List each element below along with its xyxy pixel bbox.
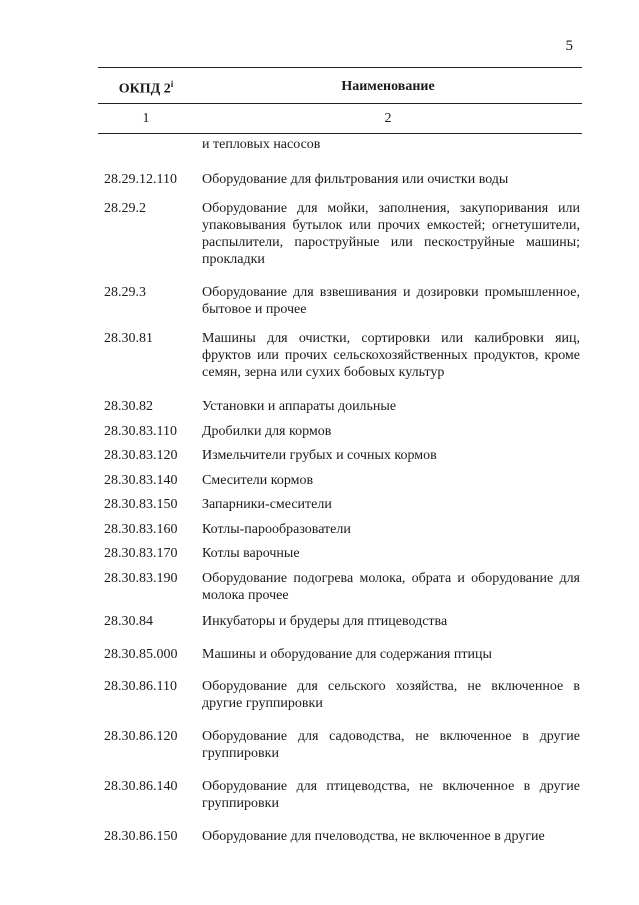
okpd-code: 28.29.12.110 [104, 172, 177, 187]
header-code-title [98, 79, 194, 98]
okpd-code: 28.30.83.110 [104, 424, 177, 439]
item-name: Дробилки для кормов [202, 424, 332, 439]
item-name: Оборудование для мойки, заполнения, закупоривания или упаковывания бутылок или прочих емкостей; огнетушители, распылители, пароструйные или пескоструйные машины; прокладки [202, 201, 580, 267]
table-header [98, 67, 582, 134]
item-name: Котлы-парообразователи [202, 522, 351, 537]
okpd-code: 28.30.83.140 [104, 473, 178, 488]
item-name: Машины для очистки, сортировки или калибровки яиц, фруктов или прочих сельскохозяйственных продуктов, кроме семян, зерна или сухих бобовых культур [202, 331, 580, 380]
okpd-code: 28.30.86.150 [104, 829, 178, 844]
okpd-code: 28.30.83.160 [104, 522, 178, 537]
header-name-title: Наименование [341, 79, 435, 94]
item-name: Оборудование для садоводства, не включенное в другие группировки [202, 729, 580, 761]
okpd-code: 28.30.81 [104, 331, 153, 346]
item-name: Оборудование для птицеводства, не включенное в другие группировки [202, 779, 580, 811]
page-number: 5 [565, 38, 573, 54]
item-name: Оборудование для фильтрования или очистки воды [202, 172, 509, 187]
okpd-code: 28.30.85.000 [104, 647, 178, 662]
item-name: Измельчители грубых и сочных кормов [202, 448, 437, 463]
okpd-code: 28.29.2 [104, 201, 146, 216]
item-name: Котлы варочные [202, 546, 300, 561]
okpd-code: 28.30.83.190 [104, 571, 178, 586]
item-name: Инкубаторы и брудеры для птицеводства [202, 614, 448, 629]
item-name: Оборудование для сельского хозяйства, не включенное в другие группировки [202, 679, 580, 711]
header-code-number: 1 [142, 111, 150, 126]
header-middle-rule [98, 103, 582, 104]
okpd-code: 28.30.82 [104, 399, 153, 414]
okpd-code: 28.30.83.150 [104, 497, 178, 512]
item-name: Машины и оборудование для содержания птицы [202, 647, 492, 662]
header-code-footnote: i [170, 79, 174, 89]
item-name: Оборудование для взвешивания и дозировки промышленное, бытовое и прочее [202, 285, 580, 317]
header-name-number: 2 [384, 111, 392, 126]
okpd-code: 28.30.83.170 [104, 546, 178, 561]
header-top-rule [98, 67, 582, 68]
header-code-label: ОКПД 2 [118, 81, 171, 97]
item-name: Оборудование подогрева молока, обрата и оборудование для молока прочее [202, 571, 580, 603]
continuation-text: и тепловых насосов [202, 137, 321, 152]
okpd-code: 28.30.86.110 [104, 679, 177, 694]
item-name: Смесители кормов [202, 473, 314, 488]
item-name: Оборудование для пчеловодства, не включенное в другие [202, 829, 545, 844]
okpd-code: 28.30.83.120 [104, 448, 178, 463]
okpd-code: 28.30.86.120 [104, 729, 178, 744]
item-name: Установки и аппараты доильные [202, 399, 397, 414]
item-name: Запарники-смесители [202, 497, 332, 512]
okpd-code: 28.30.84 [104, 614, 153, 629]
okpd-code: 28.29.3 [104, 285, 146, 300]
okpd-code: 28.30.86.140 [104, 779, 178, 794]
header-bottom-rule [98, 133, 582, 134]
